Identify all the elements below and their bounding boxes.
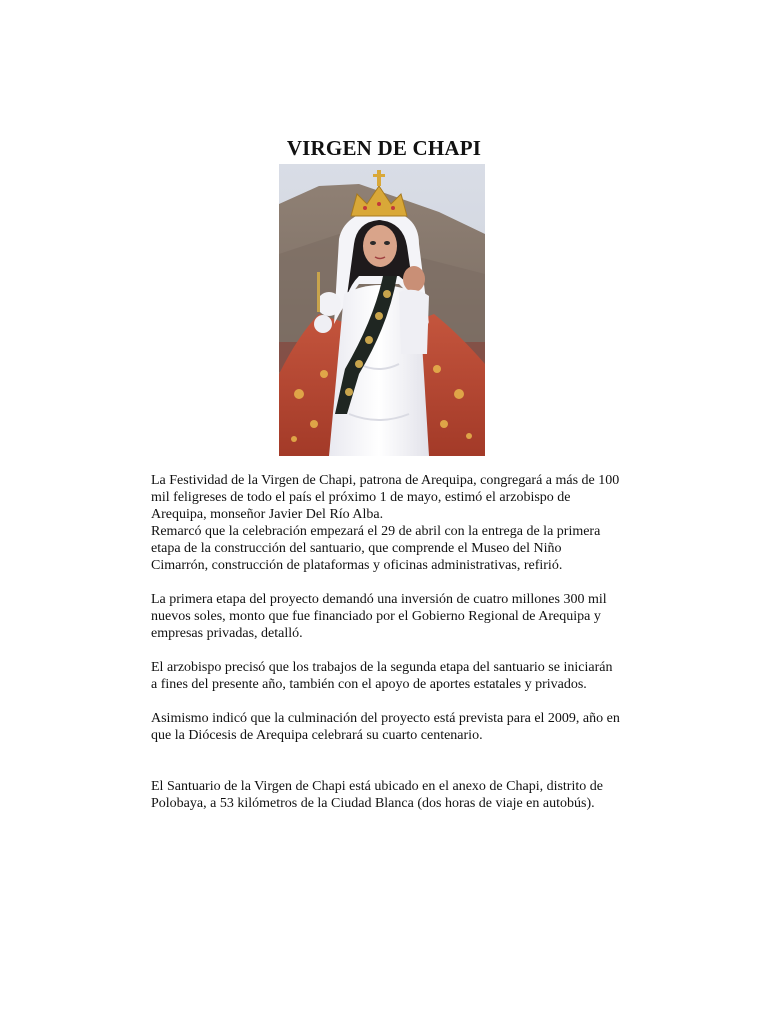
paragraph: Remarcó que la celebración empezará el 29 de abril con la entrega de la primera etapa de la construcción del santuario, que comprende el Museo del Niño Cimarrón, construcción de plataformas y oficinas administrativas, refirió.: [151, 524, 601, 573]
article-body: [151, 472, 621, 812]
paragraph: El arzobispo precisó que los trabajos de la segunda etapa del santuario se iniciarán a fines del presente año, también con el apoyo de aportes estatales y privados.: [151, 660, 613, 692]
paragraph: La Festividad de la Virgen de Chapi, patrona de Arequipa, congregará a más de 100 mil feligreses de todo el país el próximo 1 de mayo, estimó el arzobispo de Arequipa, monseñor Javier Del Río Alba.: [151, 473, 620, 522]
paragraph: El Santuario de la Virgen de Chapi está ubicado en el anexo de Chapi, distrito de Polobaya, a 53 kilómetros de la Ciudad Blanca (dos horas de viaje en autobús).: [151, 779, 603, 811]
paragraph: Asimismo indicó que la culminación del proyecto está prevista para el 2009, año en que la Diócesis de Arequipa celebrará su cuarto centenario.: [151, 711, 620, 743]
paragraph: La primera etapa del proyecto demandó una inversión de cuatro millones 300 mil nuevos soles, monto que fue financiado por el Gobierno Regional de Arequipa y empresas privadas, detalló.: [151, 592, 607, 641]
virgin-statue-photo: [279, 164, 485, 456]
page-title: VIRGEN DE CHAPI: [286, 136, 482, 160]
